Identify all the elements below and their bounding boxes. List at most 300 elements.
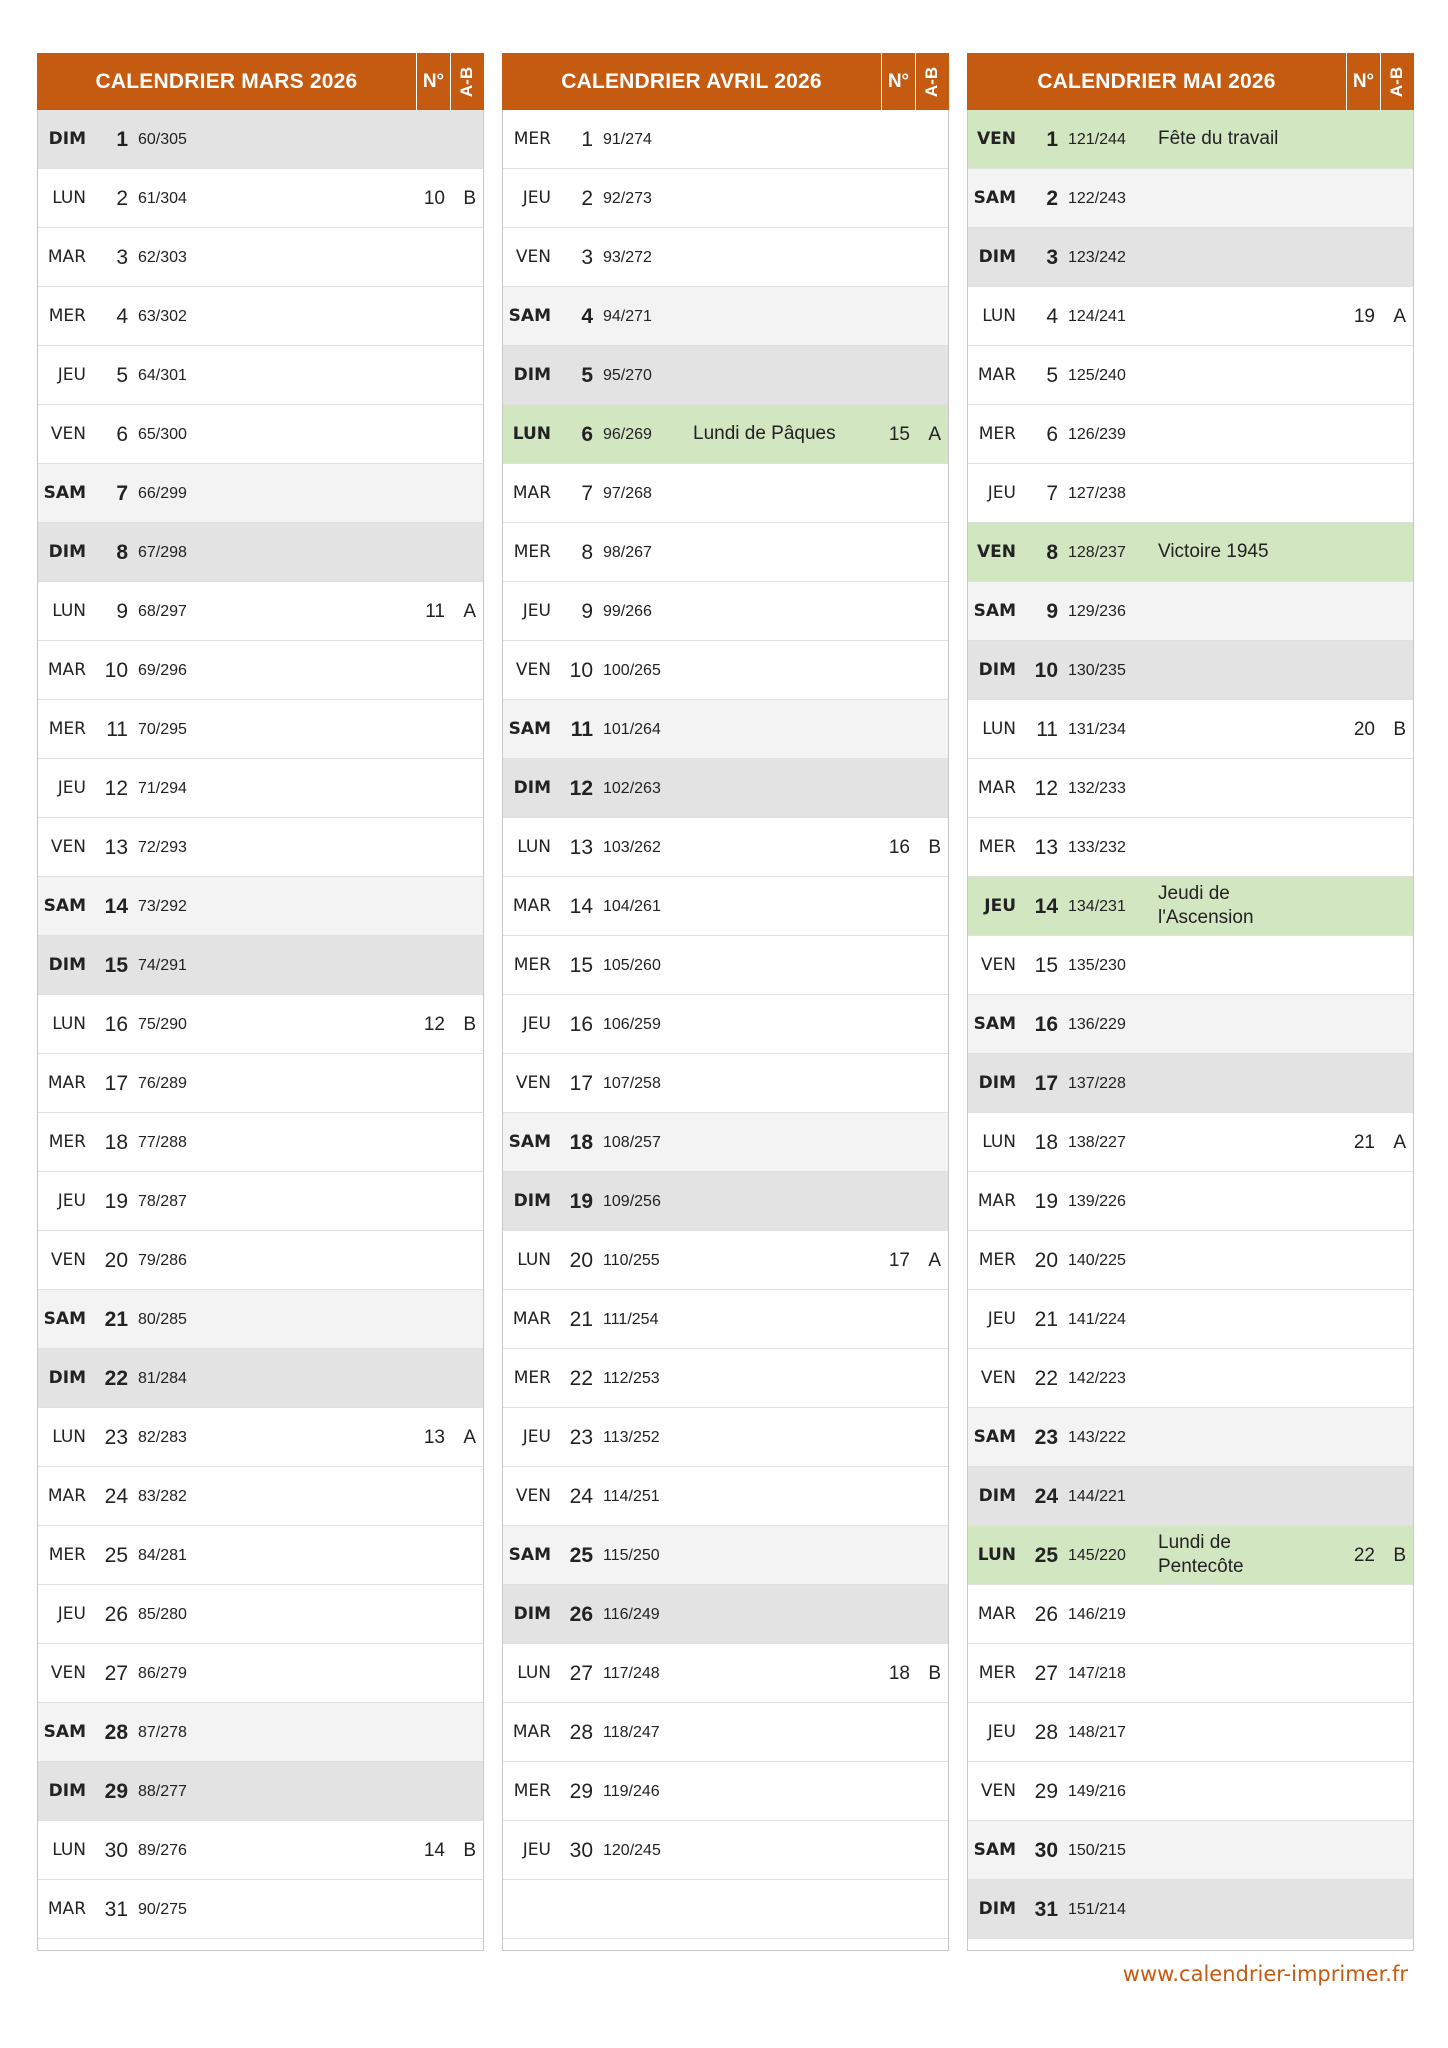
- day-name: DIM: [978, 1899, 1016, 1919]
- day-row: [503, 1349, 948, 1408]
- day-number: 25: [104, 1544, 128, 1567]
- day-name: SAM: [43, 896, 86, 916]
- day-number: 29: [1034, 1780, 1058, 1803]
- day-name: DIM: [48, 129, 86, 149]
- day-of-year: 94/271: [603, 308, 652, 325]
- day-number: 3: [1046, 246, 1058, 269]
- day-name: SAM: [973, 188, 1016, 208]
- day-row: [968, 1880, 1413, 1939]
- day-number: 9: [1046, 600, 1058, 623]
- holiday-label: Fête du travail: [1158, 128, 1279, 149]
- day-name: VEN: [50, 1663, 86, 1683]
- day-number: 28: [569, 1721, 593, 1744]
- day-of-year: 115/250: [603, 1547, 660, 1564]
- day-name: MAR: [47, 660, 86, 680]
- day-row: [968, 169, 1413, 228]
- day-of-year: 150/215: [1068, 1842, 1126, 1859]
- day-number: 26: [1034, 1603, 1058, 1626]
- day-row: [968, 228, 1413, 287]
- week-number-header: N°: [416, 53, 450, 110]
- day-row: [38, 523, 483, 582]
- day-of-year: 76/289: [138, 1075, 187, 1092]
- day-name: JEU: [57, 778, 86, 798]
- day-row: [968, 1231, 1413, 1290]
- day-name: JEU: [987, 1309, 1016, 1329]
- day-name: LUN: [52, 601, 86, 621]
- day-number: 23: [1034, 1426, 1058, 1449]
- day-of-year: 91/274: [603, 131, 652, 148]
- week-ab: A: [1393, 1132, 1406, 1153]
- day-list: [968, 110, 1413, 1939]
- day-row: [503, 1821, 948, 1880]
- day-number: 11: [1036, 718, 1058, 741]
- week-number-header: N°: [881, 53, 915, 110]
- day-name: DIM: [48, 955, 86, 975]
- day-name: LUN: [977, 1545, 1016, 1565]
- day-row: [503, 700, 948, 759]
- day-row: [968, 936, 1413, 995]
- day-name: LUN: [517, 837, 551, 857]
- day-name: MAR: [977, 1604, 1016, 1624]
- week-number: 22: [1353, 1545, 1375, 1566]
- day-number: 23: [104, 1426, 128, 1449]
- day-name: DIM: [48, 1781, 86, 1801]
- day-name: SAM: [973, 1427, 1016, 1447]
- day-name: MER: [48, 306, 86, 326]
- week-ab: A: [1393, 306, 1406, 327]
- day-of-year: 137/228: [1068, 1075, 1126, 1092]
- day-name: SAM: [508, 719, 551, 739]
- day-row: [968, 287, 1413, 346]
- day-number: 16: [104, 1013, 128, 1036]
- day-of-year: 128/237: [1068, 544, 1126, 561]
- month-header: [37, 53, 484, 110]
- day-number: 27: [104, 1662, 128, 1685]
- day-of-year: 123/242: [1068, 249, 1126, 266]
- day-number: 21: [104, 1308, 128, 1331]
- day-row: [38, 877, 483, 936]
- day-row: [38, 1172, 483, 1231]
- day-number: 13: [104, 836, 128, 859]
- day-row: [503, 641, 948, 700]
- day-of-year: 133/232: [1068, 839, 1126, 856]
- day-name: LUN: [52, 1427, 86, 1447]
- day-of-year: 84/281: [138, 1547, 187, 1564]
- day-number: 19: [104, 1190, 128, 1213]
- day-of-year: 70/295: [138, 721, 187, 738]
- day-of-year: 119/246: [603, 1783, 660, 1800]
- day-row: [38, 405, 483, 464]
- day-name: VEN: [50, 424, 86, 444]
- day-row: [503, 995, 948, 1054]
- day-of-year: 143/222: [1068, 1429, 1126, 1446]
- day-of-year: 95/270: [603, 367, 652, 384]
- day-number: 8: [116, 541, 128, 564]
- day-of-year: 82/283: [138, 1429, 187, 1446]
- day-of-year: 124/241: [1068, 308, 1126, 325]
- day-number: 11: [106, 718, 128, 741]
- day-name: MER: [978, 837, 1016, 857]
- day-name: SAM: [973, 1014, 1016, 1034]
- day-of-year: 90/275: [138, 1901, 187, 1918]
- day-of-year: 75/290: [138, 1016, 187, 1033]
- day-name: DIM: [513, 1191, 551, 1211]
- day-number: 27: [1034, 1662, 1058, 1685]
- day-of-year: 72/293: [138, 839, 187, 856]
- day-row: [38, 1231, 483, 1290]
- holiday-label: Lundi de Pâques: [693, 423, 836, 444]
- month-title: CALENDRIER MARS 2026: [95, 69, 358, 93]
- day-of-year: 93/272: [603, 249, 652, 266]
- day-name: MAR: [47, 1486, 86, 1506]
- day-name: DIM: [978, 1073, 1016, 1093]
- week-ab: B: [463, 1014, 476, 1035]
- day-name: LUN: [517, 1663, 551, 1683]
- day-number: 1: [116, 128, 128, 151]
- day-of-year: 114/251: [603, 1488, 660, 1505]
- day-number: 19: [1034, 1190, 1058, 1213]
- day-number: 26: [104, 1603, 128, 1626]
- day-name: MAR: [512, 896, 551, 916]
- week-number: 16: [888, 837, 910, 858]
- day-of-year: 112/253: [603, 1370, 660, 1387]
- day-of-year: 99/266: [603, 603, 652, 620]
- day-row: [503, 1762, 948, 1821]
- day-of-year: 65/300: [138, 426, 187, 443]
- day-name: LUN: [982, 306, 1016, 326]
- day-name: DIM: [48, 542, 86, 562]
- day-name: SAM: [973, 1840, 1016, 1860]
- day-row: [38, 1526, 483, 1585]
- day-of-year: 121/244: [1068, 131, 1126, 148]
- day-of-year: 86/279: [138, 1665, 187, 1682]
- day-of-year: 127/238: [1068, 485, 1126, 502]
- day-number: 7: [581, 482, 593, 505]
- day-row: [503, 1467, 948, 1526]
- day-row: [968, 1703, 1413, 1762]
- day-number: 30: [569, 1839, 593, 1862]
- day-name: VEN: [977, 542, 1016, 562]
- day-number: 10: [1034, 659, 1058, 682]
- day-number: 31: [104, 1898, 128, 1921]
- day-row: [968, 1585, 1413, 1644]
- day-row: [38, 1762, 483, 1821]
- day-of-year: 98/267: [603, 544, 652, 561]
- day-name: LUN: [52, 188, 86, 208]
- day-name: VEN: [515, 660, 551, 680]
- day-number: 21: [1034, 1308, 1058, 1331]
- day-of-year: 81/284: [138, 1370, 187, 1387]
- day-of-year: 132/233: [1068, 780, 1126, 797]
- day-number: 7: [116, 482, 128, 505]
- day-number: 1: [581, 128, 593, 151]
- day-row: [503, 936, 948, 995]
- day-row: [38, 287, 483, 346]
- day-number: 20: [569, 1249, 593, 1272]
- day-of-year: 130/235: [1068, 662, 1126, 679]
- day-of-year: 146/219: [1068, 1606, 1126, 1623]
- day-number: 10: [569, 659, 593, 682]
- day-name: JEU: [984, 896, 1016, 916]
- day-number: 12: [1034, 777, 1058, 800]
- day-row: [38, 1880, 483, 1939]
- day-row: [503, 1644, 948, 1703]
- day-row: [38, 818, 483, 877]
- day-row: [38, 1290, 483, 1349]
- month-column-mars: [37, 53, 484, 1951]
- week-ab-header: A-B: [915, 53, 949, 110]
- day-number: 1: [1046, 128, 1058, 151]
- month-column-avril: [502, 53, 949, 1951]
- day-row: [503, 1290, 948, 1349]
- week-number: 12: [423, 1014, 445, 1035]
- week-ab: B: [1393, 1545, 1406, 1566]
- day-number: 20: [104, 1249, 128, 1272]
- day-of-year: 78/287: [138, 1193, 187, 1210]
- week-number: 17: [888, 1250, 910, 1271]
- day-number: 25: [1034, 1544, 1058, 1567]
- day-number: 24: [569, 1485, 593, 1508]
- day-row: [968, 1408, 1413, 1467]
- day-number: 4: [1046, 305, 1058, 328]
- day-number: 22: [104, 1367, 128, 1390]
- day-row: [38, 1703, 483, 1762]
- day-of-year: 151/214: [1068, 1901, 1126, 1918]
- footer-url[interactable]: www.calendrier-imprimer.fr: [1122, 1962, 1408, 1986]
- day-number: 17: [569, 1072, 593, 1095]
- day-list: [503, 110, 948, 1939]
- day-number: 5: [116, 364, 128, 387]
- week-ab: B: [928, 1663, 941, 1684]
- day-row: [968, 110, 1413, 169]
- day-row: [968, 346, 1413, 405]
- day-number: 13: [569, 836, 593, 859]
- day-of-year: 69/296: [138, 662, 187, 679]
- day-number: 8: [581, 541, 593, 564]
- day-name: SAM: [973, 601, 1016, 621]
- month-header: [967, 53, 1414, 110]
- day-row: [38, 641, 483, 700]
- day-number: 18: [569, 1131, 593, 1154]
- day-name: MER: [978, 1663, 1016, 1683]
- day-name: LUN: [982, 719, 1016, 739]
- day-row: [503, 1408, 948, 1467]
- day-name: DIM: [513, 1604, 551, 1624]
- day-row: [968, 818, 1413, 877]
- day-number: 6: [581, 423, 593, 446]
- day-number: 24: [1034, 1485, 1058, 1508]
- day-number: 30: [1034, 1839, 1058, 1862]
- day-row: [38, 110, 483, 169]
- day-of-year: 120/245: [603, 1842, 661, 1859]
- empty-row: [503, 1880, 948, 1939]
- day-number: 19: [569, 1190, 593, 1213]
- day-number: 18: [104, 1131, 128, 1154]
- day-of-year: 103/262: [603, 839, 661, 856]
- day-name: JEU: [57, 1191, 86, 1211]
- day-name: SAM: [508, 306, 551, 326]
- day-row: [968, 641, 1413, 700]
- day-number: 4: [116, 305, 128, 328]
- day-row: [38, 346, 483, 405]
- week-number: 14: [423, 1840, 445, 1861]
- day-row: [503, 287, 948, 346]
- day-row: [503, 759, 948, 818]
- day-number: 22: [1034, 1367, 1058, 1390]
- day-of-year: 144/221: [1068, 1488, 1126, 1505]
- week-ab: B: [928, 837, 941, 858]
- day-name: VEN: [980, 955, 1016, 975]
- day-of-year: 71/294: [138, 780, 187, 797]
- day-name: MAR: [512, 1309, 551, 1329]
- day-of-year: 117/248: [603, 1665, 660, 1682]
- month-title: CALENDRIER AVRIL 2026: [561, 69, 822, 93]
- day-of-year: 106/259: [603, 1016, 661, 1033]
- day-row: [38, 1408, 483, 1467]
- day-row: [968, 1467, 1413, 1526]
- holiday-label: Victoire 1945: [1158, 541, 1269, 562]
- day-row: [968, 1762, 1413, 1821]
- day-number: 14: [1034, 895, 1058, 918]
- day-of-year: 89/276: [138, 1842, 187, 1859]
- day-row: [503, 1585, 948, 1644]
- day-name: DIM: [978, 1486, 1016, 1506]
- day-name: VEN: [980, 1368, 1016, 1388]
- day-name: MER: [978, 1250, 1016, 1270]
- day-row: [503, 1526, 948, 1585]
- day-number: 4: [581, 305, 593, 328]
- day-row: [503, 110, 948, 169]
- day-row: [38, 759, 483, 818]
- day-name: MER: [513, 1368, 551, 1388]
- day-name: MAR: [977, 365, 1016, 385]
- day-name: MER: [513, 129, 551, 149]
- day-of-year: 85/280: [138, 1606, 187, 1623]
- day-of-year: 141/224: [1068, 1311, 1126, 1328]
- day-of-year: 62/303: [138, 249, 187, 266]
- day-of-year: 122/243: [1068, 190, 1126, 207]
- day-name: JEU: [57, 365, 86, 385]
- day-name: SAM: [508, 1545, 551, 1565]
- day-of-year: 113/252: [603, 1429, 660, 1446]
- day-of-year: 125/240: [1068, 367, 1126, 384]
- day-of-year: 105/260: [603, 957, 661, 974]
- day-of-year: 109/256: [603, 1193, 661, 1210]
- day-number: 31: [1034, 1898, 1058, 1921]
- day-row: [503, 1113, 948, 1172]
- week-ab-header: A-B: [1380, 53, 1414, 110]
- day-number: 28: [1034, 1721, 1058, 1744]
- day-of-year: 63/302: [138, 308, 187, 325]
- day-row: [503, 1703, 948, 1762]
- day-number: 2: [581, 187, 593, 210]
- day-number: 23: [569, 1426, 593, 1449]
- day-number: 2: [116, 187, 128, 210]
- day-row: [38, 464, 483, 523]
- day-of-year: 61/304: [138, 190, 187, 207]
- day-of-year: 111/254: [603, 1311, 659, 1328]
- day-row: [968, 1113, 1413, 1172]
- day-number: 13: [1034, 836, 1058, 859]
- day-row: [503, 1054, 948, 1113]
- day-of-year: 100/265: [603, 662, 661, 679]
- day-name: JEU: [522, 1014, 551, 1034]
- day-row: [38, 1821, 483, 1880]
- day-row: [503, 523, 948, 582]
- day-number: 14: [569, 895, 593, 918]
- day-of-year: 79/286: [138, 1252, 187, 1269]
- day-row: [38, 1349, 483, 1408]
- holiday-label: Jeudi de l'Ascension: [1158, 883, 1254, 928]
- day-row: [503, 582, 948, 641]
- day-name: LUN: [52, 1014, 86, 1034]
- day-number: 15: [569, 954, 593, 977]
- day-of-year: 148/217: [1068, 1724, 1126, 1741]
- day-name: JEU: [522, 1427, 551, 1447]
- day-name: MAR: [512, 1722, 551, 1742]
- day-of-year: 134/231: [1068, 898, 1126, 915]
- day-name: MAR: [47, 1073, 86, 1093]
- day-number: 14: [104, 895, 128, 918]
- day-number: 5: [581, 364, 593, 387]
- day-number: 17: [104, 1072, 128, 1095]
- week-number-header: N°: [1346, 53, 1380, 110]
- day-name: DIM: [48, 1368, 86, 1388]
- day-number: 6: [1046, 423, 1058, 446]
- day-of-year: 147/218: [1068, 1665, 1126, 1682]
- day-row: [968, 1054, 1413, 1113]
- day-of-year: 83/282: [138, 1488, 187, 1505]
- day-of-year: 104/261: [603, 898, 661, 915]
- day-of-year: 140/225: [1068, 1252, 1126, 1269]
- day-name: MAR: [512, 483, 551, 503]
- day-number: 15: [1034, 954, 1058, 977]
- day-of-year: 96/269: [603, 426, 652, 443]
- day-row: [503, 877, 948, 936]
- day-of-year: 97/268: [603, 485, 652, 502]
- day-row: [968, 759, 1413, 818]
- day-row: [503, 818, 948, 877]
- day-name: LUN: [517, 1250, 551, 1270]
- week-ab: A: [463, 601, 476, 622]
- day-of-year: 138/227: [1068, 1134, 1126, 1151]
- day-of-year: 87/278: [138, 1724, 187, 1741]
- day-number: 11: [570, 718, 593, 741]
- day-number: 12: [569, 777, 593, 800]
- month-title: CALENDRIER MAI 2026: [1037, 69, 1276, 93]
- day-name: MAR: [977, 778, 1016, 798]
- day-row: [38, 228, 483, 287]
- week-ab-header: A-B: [450, 53, 484, 110]
- day-number: 29: [104, 1780, 128, 1803]
- day-list: [38, 110, 483, 1939]
- day-row: [968, 523, 1413, 582]
- week-number: 11: [425, 601, 445, 622]
- week-number: 18: [888, 1663, 910, 1684]
- day-of-year: 60/305: [138, 131, 187, 148]
- day-of-year: 77/288: [138, 1134, 187, 1151]
- day-name: MER: [48, 1545, 86, 1565]
- day-of-year: 108/257: [603, 1134, 661, 1151]
- day-of-year: 66/299: [138, 485, 187, 502]
- day-row: [38, 169, 483, 228]
- week-ab: A: [928, 1250, 941, 1271]
- day-row: [38, 995, 483, 1054]
- day-of-year: 68/297: [138, 603, 187, 620]
- week-number: 21: [1353, 1132, 1375, 1153]
- day-name: MER: [48, 719, 86, 739]
- day-number: 28: [104, 1721, 128, 1744]
